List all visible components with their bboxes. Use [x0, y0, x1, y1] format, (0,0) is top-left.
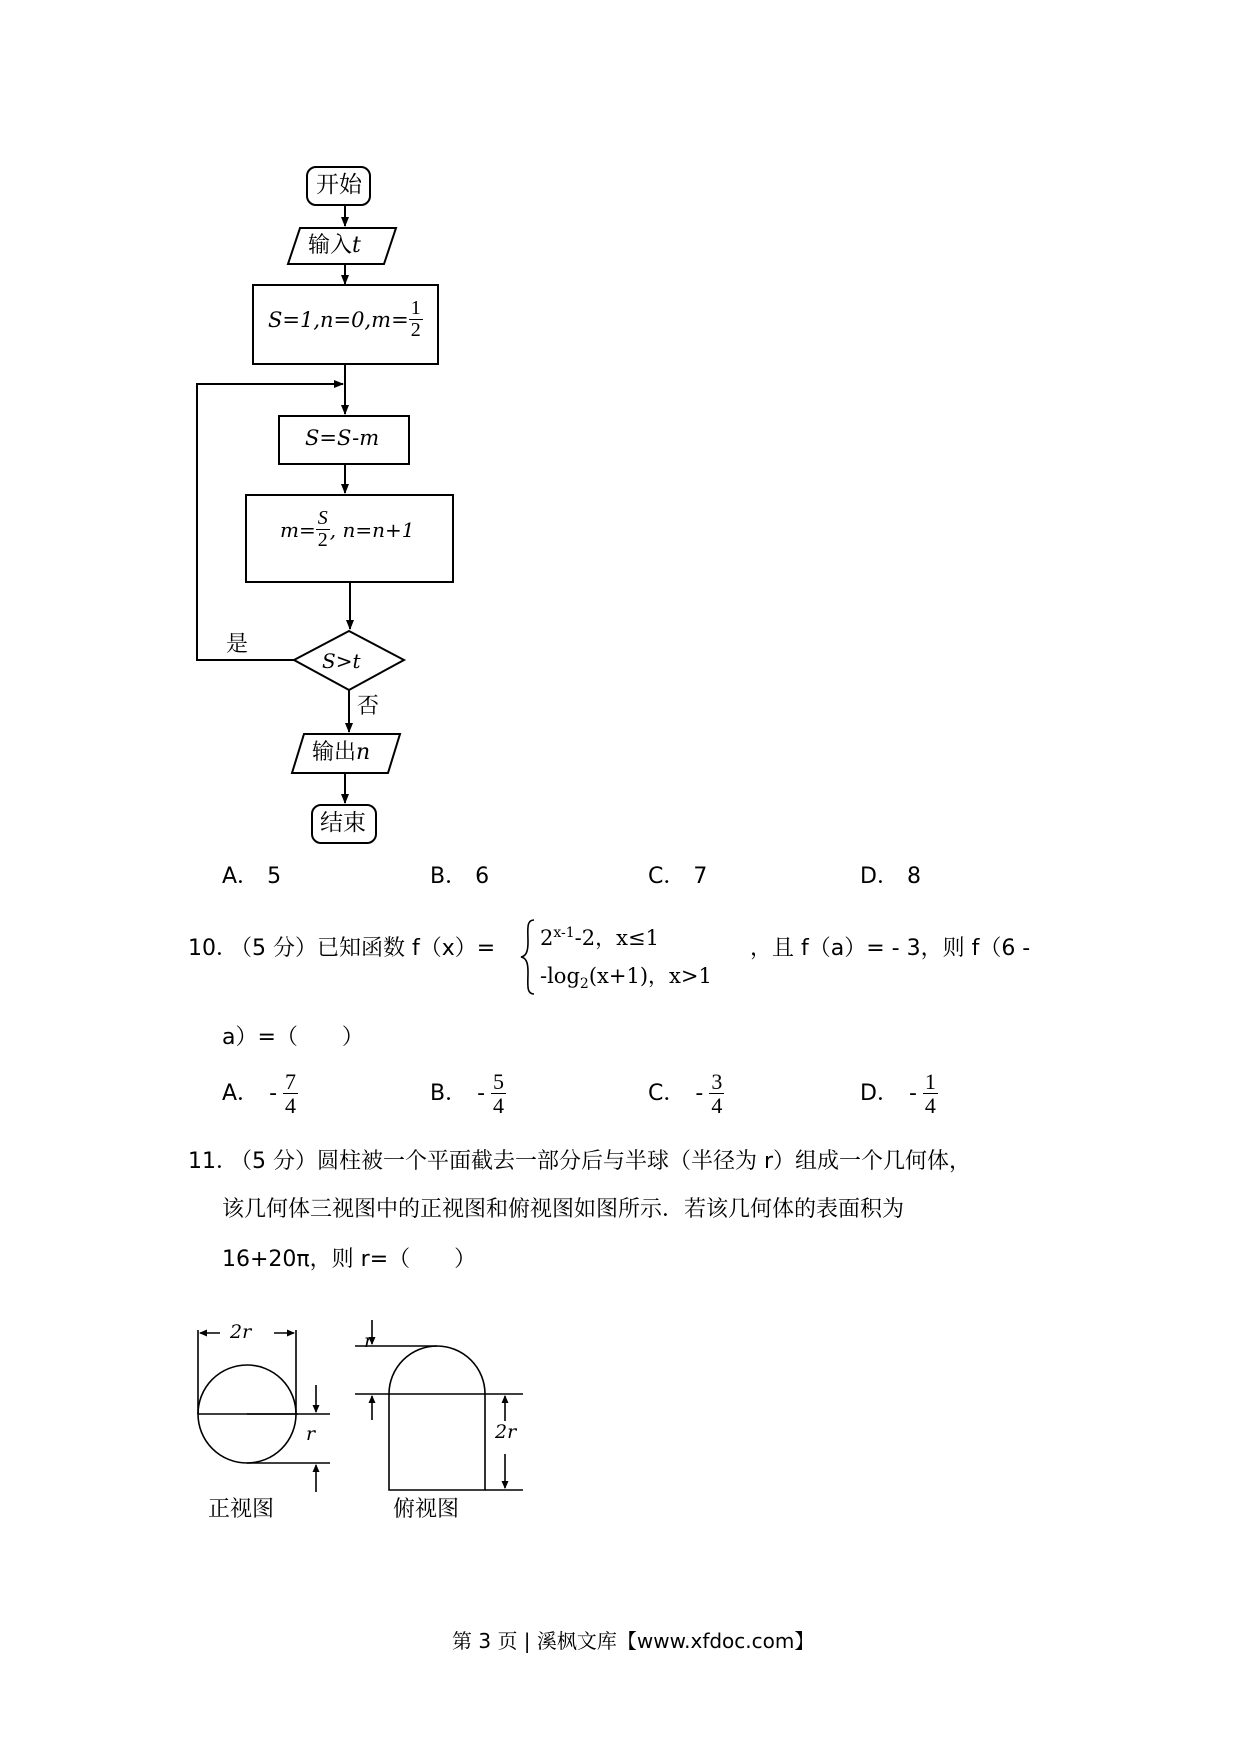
init-expr: S=1,n=0,m=	[268, 307, 409, 332]
q10-option-d-letter: D．	[860, 1080, 899, 1106]
q10-piece2-sub: 2	[579, 976, 589, 993]
q9-option-a-letter: A．	[222, 864, 260, 889]
q10-stem-after: ，且 f（a）= - 3，则 f（6 -	[750, 936, 1031, 961]
output-var: n	[356, 740, 371, 765]
q9-option-b	[430, 866, 489, 888]
init-label	[268, 298, 423, 341]
q11-number: 11．	[188, 1149, 238, 1174]
q10-option-c-den: 4	[711, 1093, 723, 1119]
end-label: 结束	[320, 810, 366, 836]
top-view-label: 俯视图	[393, 1497, 460, 1522]
input-prefix: 输入	[308, 233, 353, 258]
q10-option-d-num: 1	[924, 1069, 936, 1094]
q10-option-a-num: 7	[285, 1069, 297, 1094]
q10-piece2-before: -log	[540, 964, 580, 988]
q10-option-b	[430, 1070, 506, 1117]
init-frac-num: 1	[410, 297, 421, 319]
q9-option-a-value: 5	[267, 864, 282, 889]
q10-option-a-den: 4	[285, 1093, 297, 1119]
start-label: 开始	[316, 172, 362, 198]
top-dim-2r: 2r	[495, 1421, 517, 1443]
step2-suffix: , n=n+1	[329, 517, 415, 542]
q9-option-d-letter: D．	[860, 864, 899, 889]
q10-option-d	[860, 1070, 938, 1117]
q9-option-b-value: 6	[475, 864, 490, 889]
q10-option-d-sign: -	[908, 1080, 917, 1106]
q10-piece1	[540, 922, 659, 952]
q10-piece1-exp: x-1	[553, 925, 575, 941]
q11-line1: （5 分）圆柱被一个平面截去一部分后与半球（半径为 r）组成一个几何体，	[230, 1149, 972, 1174]
q10-piece2-after: (x+1)，x>1	[588, 964, 712, 988]
step2-prefix: m=	[280, 517, 316, 542]
step2-frac	[316, 508, 330, 551]
q10-option-a	[222, 1070, 298, 1117]
q10-stem: （5 分）已知函数 f（x）=	[230, 936, 496, 961]
page-footer: 第 3 页 | 溪枫文库【www.xfdoc.com】	[452, 1629, 815, 1653]
q10-option-b-num: 5	[493, 1069, 505, 1094]
q10-brace	[520, 918, 536, 996]
output-prefix: 输出	[312, 740, 357, 765]
flowchart	[0, 0, 1240, 860]
top-dim-r: r	[364, 1330, 374, 1352]
q10-option-b-frac	[491, 1070, 506, 1117]
q10-number: 10．	[188, 936, 238, 961]
q10-option-d-den: 4	[924, 1093, 936, 1119]
q9-option-d-value: 8	[906, 864, 921, 889]
yes-label: 是	[226, 632, 249, 657]
init-frac	[409, 298, 423, 341]
q10-option-d-frac	[923, 1070, 938, 1117]
q10-option-a-sign: -	[269, 1080, 278, 1106]
q10-option-c-letter: C．	[648, 1080, 686, 1106]
q10-option-b-letter: B．	[430, 1080, 468, 1106]
q10-option-a-frac	[283, 1070, 298, 1117]
q11-line3: 16+20π，则 r=（ ）	[222, 1247, 477, 1272]
q9-option-d	[860, 866, 921, 888]
front-dim-r: r	[306, 1423, 316, 1445]
q9-option-b-letter: B．	[430, 864, 468, 889]
input-var: t	[352, 233, 361, 258]
q10-option-c-sign: -	[695, 1080, 704, 1106]
q10-option-c	[648, 1070, 724, 1117]
step2-frac-num: S	[317, 507, 328, 529]
init-frac-den: 2	[410, 319, 421, 341]
top-view-outline	[389, 1346, 485, 1490]
output-label	[312, 742, 370, 764]
step1-label: S=S-m	[305, 426, 380, 450]
step2-label	[280, 508, 414, 551]
q10-option-b-den: 4	[493, 1093, 505, 1119]
q9-option-a	[222, 866, 281, 888]
q10-option-b-sign: -	[477, 1080, 486, 1106]
q9-option-c-value: 7	[693, 864, 708, 889]
q10-line2: a）=（ ）	[222, 1025, 364, 1050]
q11-line2: 该几何体三视图中的正视图和俯视图如图所示．若该几何体的表面积为	[222, 1197, 905, 1222]
q10-option-a-letter: A．	[222, 1080, 260, 1106]
q9-option-c	[648, 866, 707, 888]
q9-option-c-letter: C．	[648, 864, 686, 889]
q10-option-c-frac	[709, 1070, 724, 1117]
q10-piece2	[540, 960, 712, 992]
no-label: 否	[357, 694, 380, 719]
q10-option-c-num: 3	[711, 1069, 723, 1094]
q10-piece1-base: 2	[540, 926, 554, 950]
front-dim-2r: 2r	[230, 1321, 252, 1343]
q10-piece1-rest: -2，x≤1	[574, 926, 659, 950]
decision-label: S>t	[322, 649, 361, 673]
step2-frac-den: 2	[317, 529, 328, 551]
front-view-label: 正视图	[208, 1497, 275, 1522]
input-label	[308, 235, 361, 257]
